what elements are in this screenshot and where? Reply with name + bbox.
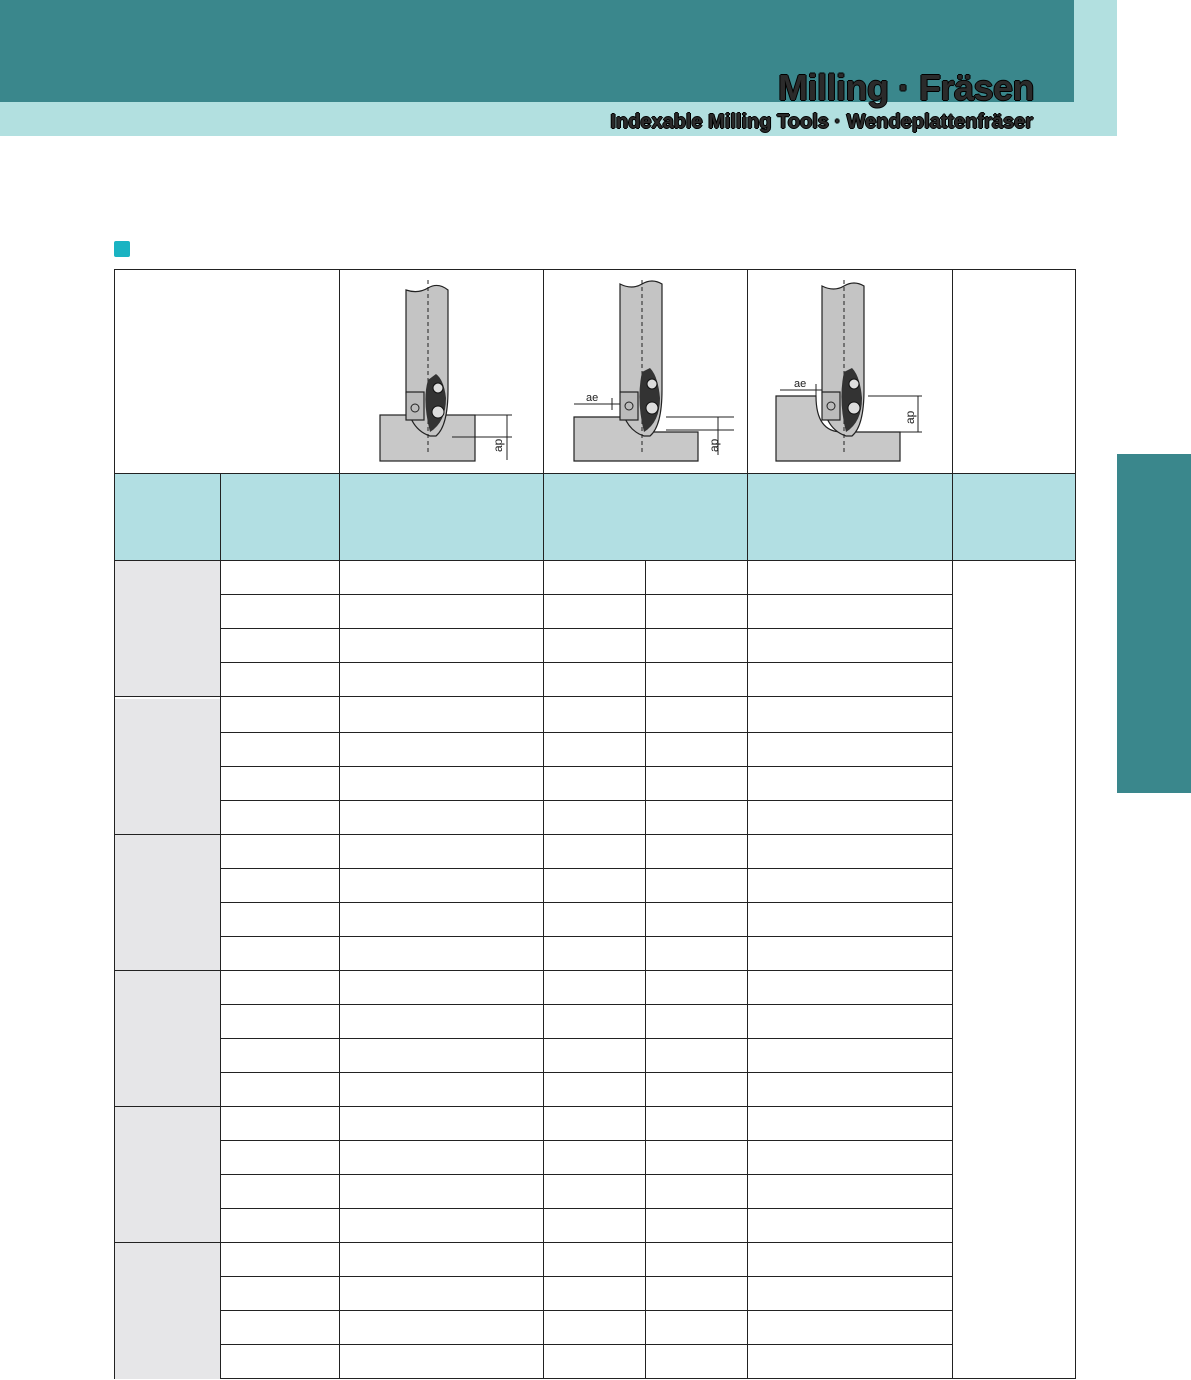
row-divider <box>114 473 1076 474</box>
group-cell-2 <box>115 699 220 834</box>
row-divider <box>220 800 952 801</box>
slot-milling-diagram <box>372 280 522 466</box>
row-divider <box>114 696 952 697</box>
ap-label: ap <box>491 438 505 452</box>
row-divider <box>220 936 952 937</box>
group-cell-1 <box>115 561 220 696</box>
section-bullet-icon <box>114 241 130 257</box>
row-divider <box>220 1038 952 1039</box>
shoulder-milling-diagram <box>566 280 741 466</box>
group-cell-4 <box>115 971 220 1106</box>
col-divider <box>952 269 953 1379</box>
col-divider <box>543 269 544 1379</box>
row-divider <box>114 560 1076 561</box>
row-divider <box>220 1072 952 1073</box>
row-divider <box>220 628 952 629</box>
col-divider <box>747 269 748 1379</box>
ae-label: ae <box>586 392 599 404</box>
col-divider <box>220 474 221 1379</box>
section-side-tab <box>1117 454 1191 793</box>
row-divider <box>220 1310 952 1311</box>
row-divider <box>114 970 952 971</box>
page-title: Milling · Fräsen <box>777 67 1034 108</box>
row-divider <box>220 1174 952 1175</box>
ap-label: ap <box>903 410 917 424</box>
header-band-corner <box>1074 0 1117 102</box>
row-divider <box>114 834 952 835</box>
page-subtitle: Indexable Milling Tools · Wendeplattenfräser <box>610 111 1033 133</box>
row-divider <box>220 732 952 733</box>
row-divider <box>220 1276 952 1277</box>
row-divider <box>220 1004 952 1005</box>
row-divider <box>220 1344 952 1345</box>
ae-label: ae <box>794 378 807 390</box>
row-divider <box>220 594 952 595</box>
row-divider <box>220 1208 952 1209</box>
group-cell-6 <box>115 1243 220 1379</box>
row-divider <box>114 1242 952 1243</box>
row-divider <box>220 662 952 663</box>
table-header-row <box>115 474 1075 560</box>
row-divider <box>220 902 952 903</box>
col-divider <box>339 269 340 1379</box>
row-divider <box>220 868 952 869</box>
group-cell-5 <box>115 1107 220 1242</box>
ap-label: ap <box>707 438 721 452</box>
profile-milling-diagram <box>770 280 945 466</box>
row-divider <box>220 766 952 767</box>
row-divider <box>114 1106 952 1107</box>
group-cell-3 <box>115 835 220 970</box>
row-divider <box>220 1140 952 1141</box>
